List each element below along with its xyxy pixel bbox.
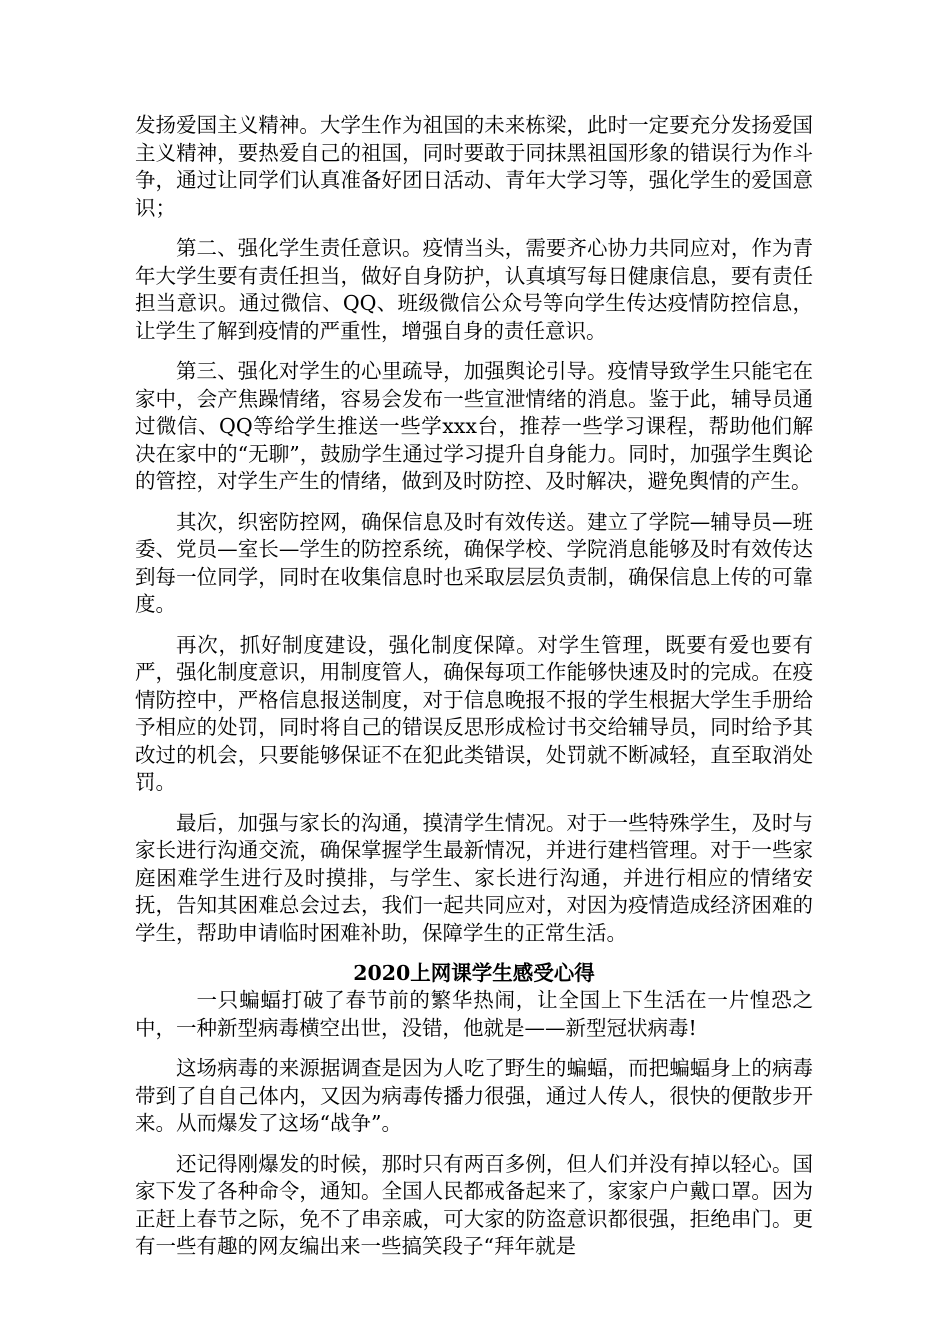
paragraph-virus-source: 这场病毒的来源据调查是因为人吃了野生的蝙蝠，而把蝙蝠身上的病毒带到了自自己体内，又因为病毒传播力很强，通过人传人，很快的便散步开来。从而爆发了这场“战争”。 [135, 1056, 813, 1135]
paragraph-system-building: 再次，抓好制度建设，强化制度保障。对学生管理，既要有爱也要有严，强化制度意识，用制度管人，确保每项工作能够快速及时的完成。在疫情防控中，严格信息报送制度，对于信息晚报不报的学生根据大学生手册给予相应的处罚，同时将自己的错误反思形成检讨书交给辅导员，同时给予其改过的机会，只要能够保证不在犯此类错误，处罚就不断减轻，直至取消处罚。 [135, 632, 813, 794]
document-page [135, 112, 813, 1274]
paragraph-bat-intro: 一只蝙蝠打破了春节前的繁华热闹，让全国上下生活在一片惶恐之中，一种新型病毒横空出世，没错，他就是——新型冠状病毒! [135, 988, 813, 1040]
paragraph-responsibility: 第二、强化学生责任意识。疫情当头，需要齐心协力共同应对，作为青年大学生要有责任担当，做好自身防护，认真填写每日健康信息，要有责任担当意识。通过微信、QQ、班级微信公众号等向学生传达疫情防控信息，让学生了解到疫情的严重性，增强自身的责任意识。 [135, 236, 813, 343]
paragraph-psychological-guidance: 第三、强化对学生的心里疏导，加强舆论引导。疫情导致学生只能宅在家中，会产焦躁情绪，容易会发布一些宣泄情绪的消息。鉴于此，辅导员通过微信、QQ等给学生推送一些学xxx台，推荐一些学习课程，帮助他们解决在家中的“无聊”，鼓励学生通过学习提升自身能力。同时，加强学生舆论的管控，对学生产生的情绪，做到及时防控、及时解决，避免舆情的产生。 [135, 359, 813, 493]
paragraph-prevention-network: 其次，织密防控网，确保信息及时有效传送。建立了学院—辅导员—班委、党员—室长—学生的防控系统，确保学校、学院消息能够及时有效传达到每一位同学，同时在收集信息时也采取层层负责制，确保信息上传的可靠度。 [135, 509, 813, 616]
section-title: 2020上网课学生感受心得 [353, 961, 595, 985]
paragraph-patriotism: 发扬爱国主义精神。大学生作为祖国的未来栋梁，此时一定要充分发扬爱国主义精神，要热爱自己的祖国，同时要敢于同抹黑祖国形象的错误行为作斗争，通过让同学们认真准备好团日活动、青年大学习等，强化学生的爱国意识； [135, 113, 813, 220]
paragraph-parent-communication: 最后，加强与家长的沟通，摸清学生情况。对于一些特殊学生，及时与家长进行沟通交流，确保掌握学生最新情况，并进行建档管理。对于一些家庭困难学生进行及时摸排，与学生、家长进行沟通，并进行相应的情绪安抚，告知其困难总会过去，我们一起共同应对，对因为疫情造成经济困难的学生，帮助申请临时困难补助，保障学生的正常生活。 [135, 810, 813, 945]
paragraph-early-outbreak: 还记得刚爆发的时候，那时只有两百多例，但人们并没有掉以轻心。国家下发了各种命令，通知。全国人民都戒备起来了，家家户户戴口罩。因为正赶上春节之际，免不了串亲戚，可大家的防盗意识都很强，拒绝串门。更有一些有趣的网友编出来一些搞笑段子“拜年就是 [135, 1151, 813, 1258]
